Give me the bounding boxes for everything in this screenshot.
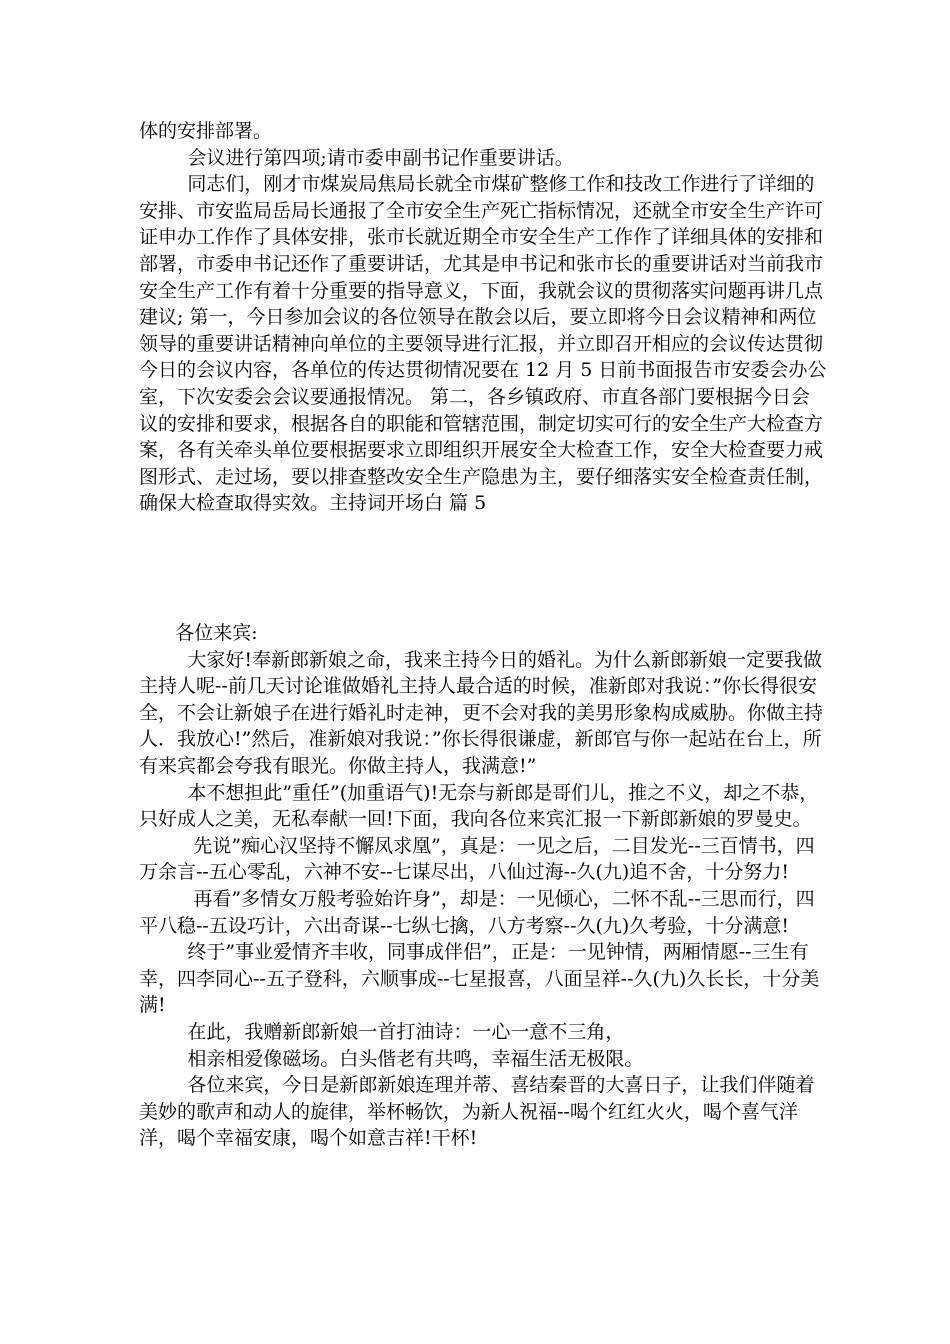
wedding-host-speech-text: 各位来宾: 大家好!奉新郎新娘之命，我来主持今日的婚礼。为什么新郎新娘一定要我做主持人呢--前几天讨论谁做婚礼主持人最合适的时候，准新郎对我说：”你长得很安全，不会让新娘子在进行婚礼时走神，更不会对我的美男形象构成威胁。你做主持人．我放心!”然后，准新娘对我说：”你长得很谦虚，新郎官与你一起站在台上，所有来宾都会夸我有眼光。你做主持人，我满意!” 本不想担此”重任”(加重语气)!无奈与新郎是哥们儿，推之不义，却之不恭，只好成人之美，无私奉献一回!下面，我向各位来宾汇报一下新郎新娘的罗曼史。 先说”痴心汉坚持不懈凤求凰”，真是：一见之后，二目发光--三百情书，四万余言--五心零乱，六神不安--七谋尽出，八仙过海--久(九)追不舍，十分努力! 再看”多情女万般考验始许身”，却是：一见倾心，二怀不乱--三思而行，四平八稳--五设巧计，六出奇谋--七纵七擒，八方考察--久(九)久考验，十分满意! 终于”事业爱情齐丰收，同事成伴侣”，正是：一见钟情，两厢情愿--三生有幸，四李同心--五子登科，六顺事成--七星报喜，八面呈祥--久(九)久长长，十分美满! 在此，我赠新郎新娘一首打油诗：一心一意不三角， 相亲相爱像磁场。白头偕老有共鸣，幸福生活无极限。 各位来宾，今日是新郎新娘连理并蒂、喜结秦晋的大喜日子，让我们伴随着美妙的歌声和动人的旋律，举杯畅饮，为新人祝福--喝个红红火火，喝个喜气洋洋，喝个幸福安康，喝个如意吉祥!干杯! (139, 622, 824, 1150)
meeting-speech-text: 体的安排部署。 会议进行第四项;请市委申副书记作重要讲话。 同志们，刚才市煤炭局焦局长就全市煤矿整修工作和技改工作进行了详细的安排、市安监局岳局长通报了全市安全生产死亡指标情况，还就全市安全生产许可证申办工作作了具体安排，张市长就近期全市安全生产工作作了详细具体的安排和部署，市委申书记还作了重要讲话，尤其是申书记和张市长的重要讲话对当前我市安全生产工作有着十分重要的指导意义，下面，我就会议的贯彻落实问题再讲几点建议; 第一，今日参加会议的各位领导在散会以后，要立即将今日会议精神和两位领导的重要讲话精神向单位的主要领导进行汇报，并立即召开相应的会议传达贯彻今日的会议内容，各单位的传达贯彻情况要在 12 月 5 日前书面报告市安委会办公室，下次安委会会议要通报情况。 第二，各乡镇政府、市直各部门要根据今日会议的安排和要求，根据各自的职能和管辖范围，制定切实可行的安全生产大检查方案，各有关牵头单位要根据要求立即组织开展安全大检查工作，安全大检查要力戒图形式、走过场，要以排查整改安全生产隐患为主，要仔细落实安全检查责任制，确保大检查取得实效。主持词开场白 篇 5 (139, 120, 827, 515)
